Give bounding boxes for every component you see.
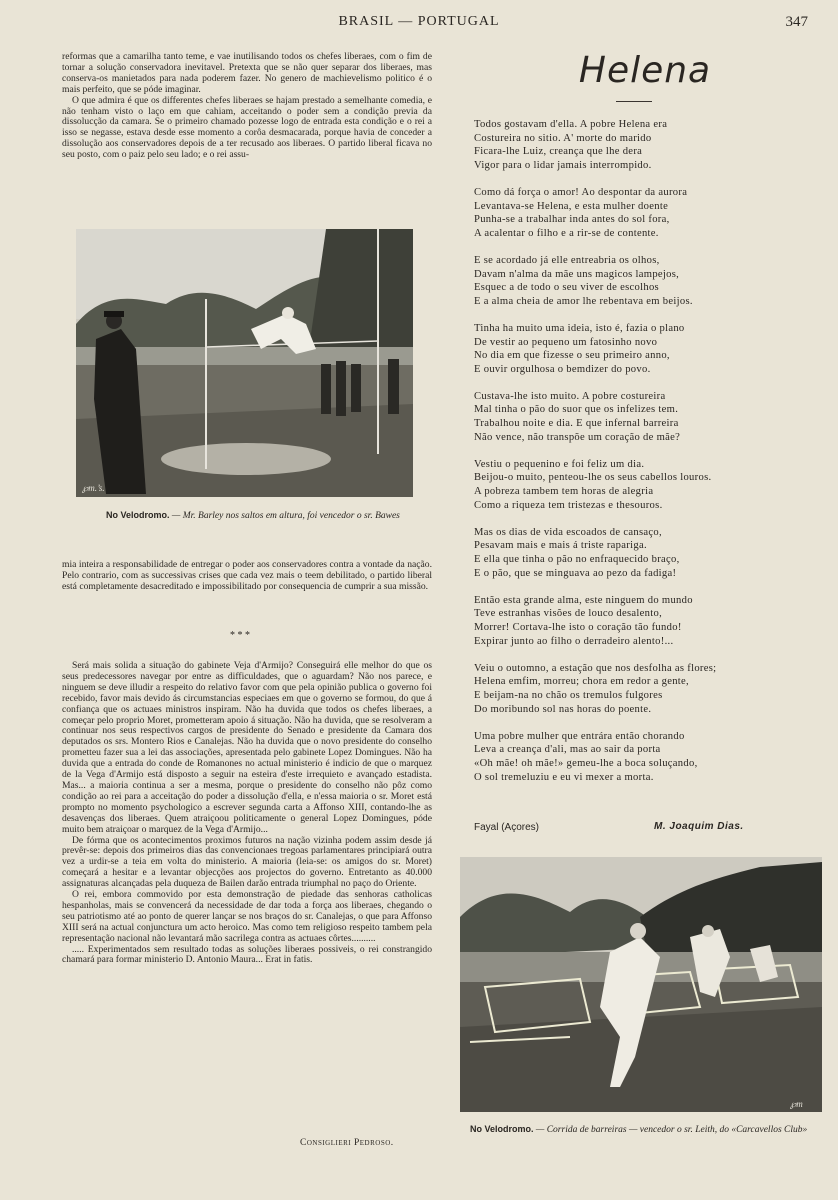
article-paragraph: O que admira é que os differentes chefes liberaes se hajam prestado a semelhante comedia, e não tenham visto o laço em que cahiam, acceitando o poder sem a condição previa da dissolucção da camara. Se o primeiro chamado pozesse logo de entrada esta condição e o rei a isso se negasse, estava desde esse momento a corôa desmacarada, porque havia de conceder a dissolução aos conservadores depois de a ter recusado aos liberaes. O partido liberal ficava no seu posto, com o paiz pelo seu lado; e o rei assu- xyxy=(62,94,432,161)
poem-line: Uma pobre mulher que entrára então chorando xyxy=(474,730,685,742)
poem-line: Leva a creança d'ali, mas ao sair da porta xyxy=(474,744,661,756)
poem-line: Morrer! Cortava-lhe isto o coração tão fundo! xyxy=(474,621,682,633)
poem-stanza xyxy=(474,390,814,444)
caption-text: — Mr. Barley nos saltos em altura, foi vencedor o sr. Bawes xyxy=(171,511,400,521)
article-bottom-text xyxy=(62,661,432,966)
article-paragraph: reformas que a camarilha tanto teme, e vae inutilisando todos os chefes liberaes, com o fim de tornar a solução conservadora inevitavel. Pretexta que se não quer separar dos liberaes, mas conserva-os manietados para nada poderem fazer. No genero de machievelismo politico é o mais perfeito, que se póde imaginar. xyxy=(62,51,432,95)
poem-line: Custava-lhe isto muito. A pobre costureira xyxy=(474,390,666,402)
poem-line: Pesavam mais e mais á triste rapariga. xyxy=(474,540,647,552)
poem-line: E se acordado já elle entreabria os olhos, xyxy=(474,254,660,266)
poem-stanza xyxy=(474,322,814,376)
poem-stanza xyxy=(474,526,814,580)
poem-line: Davam n'alma da mãe uns magicos lampejos, xyxy=(474,268,680,280)
poem-line: E beijam-na no chão os tremulos fulgores xyxy=(474,689,663,701)
poem-line: Não vence, não transpõe um coração de mãe? xyxy=(474,431,681,443)
article-middle-text xyxy=(62,560,432,593)
poem-line: De vestir ao pequeno um fatosinho novo xyxy=(474,336,658,348)
title-divider xyxy=(616,101,652,102)
poem-place: Fayal (Açores) xyxy=(474,822,540,833)
poem-line: Beijou-o muito, penteou-lhe os seus cabellos louros. xyxy=(474,472,712,484)
article-author: Consiglieri Pedroso. xyxy=(300,1138,394,1148)
poem-title: Helena xyxy=(578,50,712,91)
photo-hurdles xyxy=(460,857,822,1112)
section-separator: * * * xyxy=(230,630,250,641)
poem-body xyxy=(474,118,814,798)
caption-lead: No Velodromo. xyxy=(106,510,170,520)
poem-line: Ficara-lhe Luiz, creança que lhe dera xyxy=(474,146,643,158)
poem-line: Punha-se a trabalhar inda antes do sol fora, xyxy=(474,214,670,226)
poem-stanza xyxy=(474,458,814,512)
poem-line: Vigor para o lidar jamais interrompido. xyxy=(474,159,652,171)
poem-line: Como a riqueza tem tristezas e thesouros. xyxy=(474,499,663,511)
poem-line: Mal tinha o pão do suor que os infelizes tem. xyxy=(474,404,679,416)
article-paragraph: mia inteira a responsabilidade de entregar o poder aos conservadores contra a vontade da nação. Pelo contrario, com as successivas crises que cada vez mais o teem debilitado, o partido liberal está completamente desacreditado e impossibilitado por consequencia de cumprir a sua missão. xyxy=(62,559,432,592)
poem-line: Trabalhou noite e dia. E que infernal barreira xyxy=(474,418,679,430)
poem-line: E o pão, que se minguava ao pezo da fadiga! xyxy=(474,567,677,579)
poem-line: A acalentar o filho e a rir-se de contente. xyxy=(474,227,659,239)
poem-line: Teve estranhas visões de louco desalento, xyxy=(474,608,663,620)
poem-stanza xyxy=(474,662,814,716)
caption-lead: No Velodromo. xyxy=(470,1124,534,1134)
article-paragraph: Será mais solida a situação do gabinete Veja d'Armijo? Conseguirá elle melhor do que os seus predecessores navegar por entre as difficuldades, que o aguardam? Não nos parece, e ninguem se deve illudir a respeito do relativo favor com que pela opinião publica o governo foi recebido, favor mais devido ás circumstancias especiaes em que o governo se formou, do que á confiança que os actuaes ministros inspiram. Não ha duvida que todos os chefes liberaes, a começar pelo proprio Moret, prometteram apoio á situação. Não ha duvida, que se resolveram a continuar nos seus respectivos cargos de presidente do Senado e presidente da Camara dos deputados os srs. Montero Rios e Canalejas. Não ha duvida que o novo presidente do conselho prometteu fazer sua a lei das associações, apresentada pelo gabinete Lopez Domingues. Não ha duvida que a entrada do conde de Romanones no actual ministerio é indicio de que o marquez de la Vega d'Armijo está disposto a seguir na esteira d'este irrequieto e avançado estadista. Mas... a maioria continua a ser a mesma, porque o presidente do conselho não pôz como condição ao rei para a acceitação do poder a dissolução d'ella, e n'essa maioria o sr. Moret está prompto no momento psychologico a escrever segunda carta a Affonso XIII, contando-lhe as desavenças dos liberaes. Quem atraiçoou politicamente o general Lopez Domingues, póde muito bem atraiçoar o marquez de la Vega d'Armijo... xyxy=(62,660,432,835)
poem-line: E ella que tinha o pão no enfraquecido braço, xyxy=(474,554,680,565)
article-top-text xyxy=(62,52,432,161)
poem-stanza xyxy=(474,254,814,308)
poem-line: Do moribundo sol nas horas do poente. xyxy=(474,703,652,715)
poem-author: M. Joaquim Dias. xyxy=(654,821,744,832)
poem-line: Veiu o outomno, a estação que nos desfolha as flores; xyxy=(474,662,717,674)
poem-line: Levantava-se Helena, e esta mulher doente xyxy=(474,200,669,212)
caption-text: — Corrida de barreiras — vencedor o sr. Leith, do «Carcavellos Club» xyxy=(535,1125,808,1135)
poem-line: Todos gostavam d'ella. A pobre Helena era xyxy=(474,119,668,130)
poem-stanza xyxy=(474,186,814,240)
poem-line: Esquec a de todo o seu viver de escolhos xyxy=(474,282,659,294)
running-header: BRASIL — PORTUGAL xyxy=(338,14,500,29)
poem-stanza xyxy=(474,118,814,172)
poem-line: Então esta grande alma, este ninguem do mundo xyxy=(474,594,693,606)
poem-line: O sol tremeluziu e eu vi mexer a morta. xyxy=(474,771,654,783)
poem-line: Costureira no sitio. A' morte do marido xyxy=(474,132,652,144)
article-paragraph: O rei, embora commovido por esta demonstração de piedade das senhoras catholicas hespanholas, mais se convencerá da necessidade de dar toda a força aos liberaes, chegando o seu patriotismo até ao ponto de querer lançar se nos braços do sr. Canalejas, o que para Affonso XIII será na actual conjunctura um acto heroico. Mas como tem religioso respeito tambem pela representação nacional não levantará mão sacrilega contra as actuaes côrtes.......... xyxy=(62,889,432,944)
svg-text:℘m.’s.: ℘m.’s. xyxy=(82,483,105,493)
poem-line: Vestiu o pequenino e foi feliz um dia. xyxy=(474,458,645,470)
poem-line: Mas os dias de vida escoados de cansaço, xyxy=(474,526,662,538)
poem-line: Helena emfim, morreu; chora em redor a gente, xyxy=(474,676,689,688)
poem-line: E ouvir orgulhosa o bemdizer do povo. xyxy=(474,363,651,375)
poem-line: E a alma cheia de amor lhe rebentava em beijos. xyxy=(474,295,693,307)
poem-line: Expirar junto ao filho o derradeiro alento!... xyxy=(474,635,674,647)
poem-line: Como dá força o amor! Ao despontar da aurora xyxy=(474,186,688,198)
photo-caption-bottom xyxy=(470,1124,820,1136)
article-paragraph: De fórma que os acontecimentos proximos futuros na nação vizinha podem assim desde já prevêr-se: depois dos primeiros dias das convencionaes tregoas parlamentares principiará outra vez a urdir-se a teia em volta do ministerio. A maioria (leia-se: os amigos do sr. Moret) começará a hesitar e a levantar objecções aos projectos do governo. Entretanto as 40.000 assignaturas alcançadas pela duqueza de Bailen darão entrada triumphal no paço do Oriente. xyxy=(62,834,432,890)
page-number: 347 xyxy=(785,14,808,30)
photo-high-jump xyxy=(76,229,413,497)
article-paragraph: ..... Experimentados sem resultado todas as soluções liberaes possiveis, o rei constrangido chamará para formar ministerio D. Antonio Maura... Erat in fatis. xyxy=(62,943,432,966)
poem-stanza xyxy=(474,594,814,648)
poem-line: No dia em que fizesse o seu primeiro anno, xyxy=(474,350,670,362)
svg-text:℘m: ℘m xyxy=(790,1099,803,1109)
photo-caption-top xyxy=(106,510,406,522)
poem-line: «Oh mãe! oh mãe!» gemeu-lhe a boca soluçando, xyxy=(474,757,698,769)
poem-stanza xyxy=(474,730,814,784)
poem-line: A pobreza tambem tem horas de alegria xyxy=(474,486,654,498)
poem-line: Tinha ha muito uma ideia, isto é, fazia o plano xyxy=(474,322,685,334)
